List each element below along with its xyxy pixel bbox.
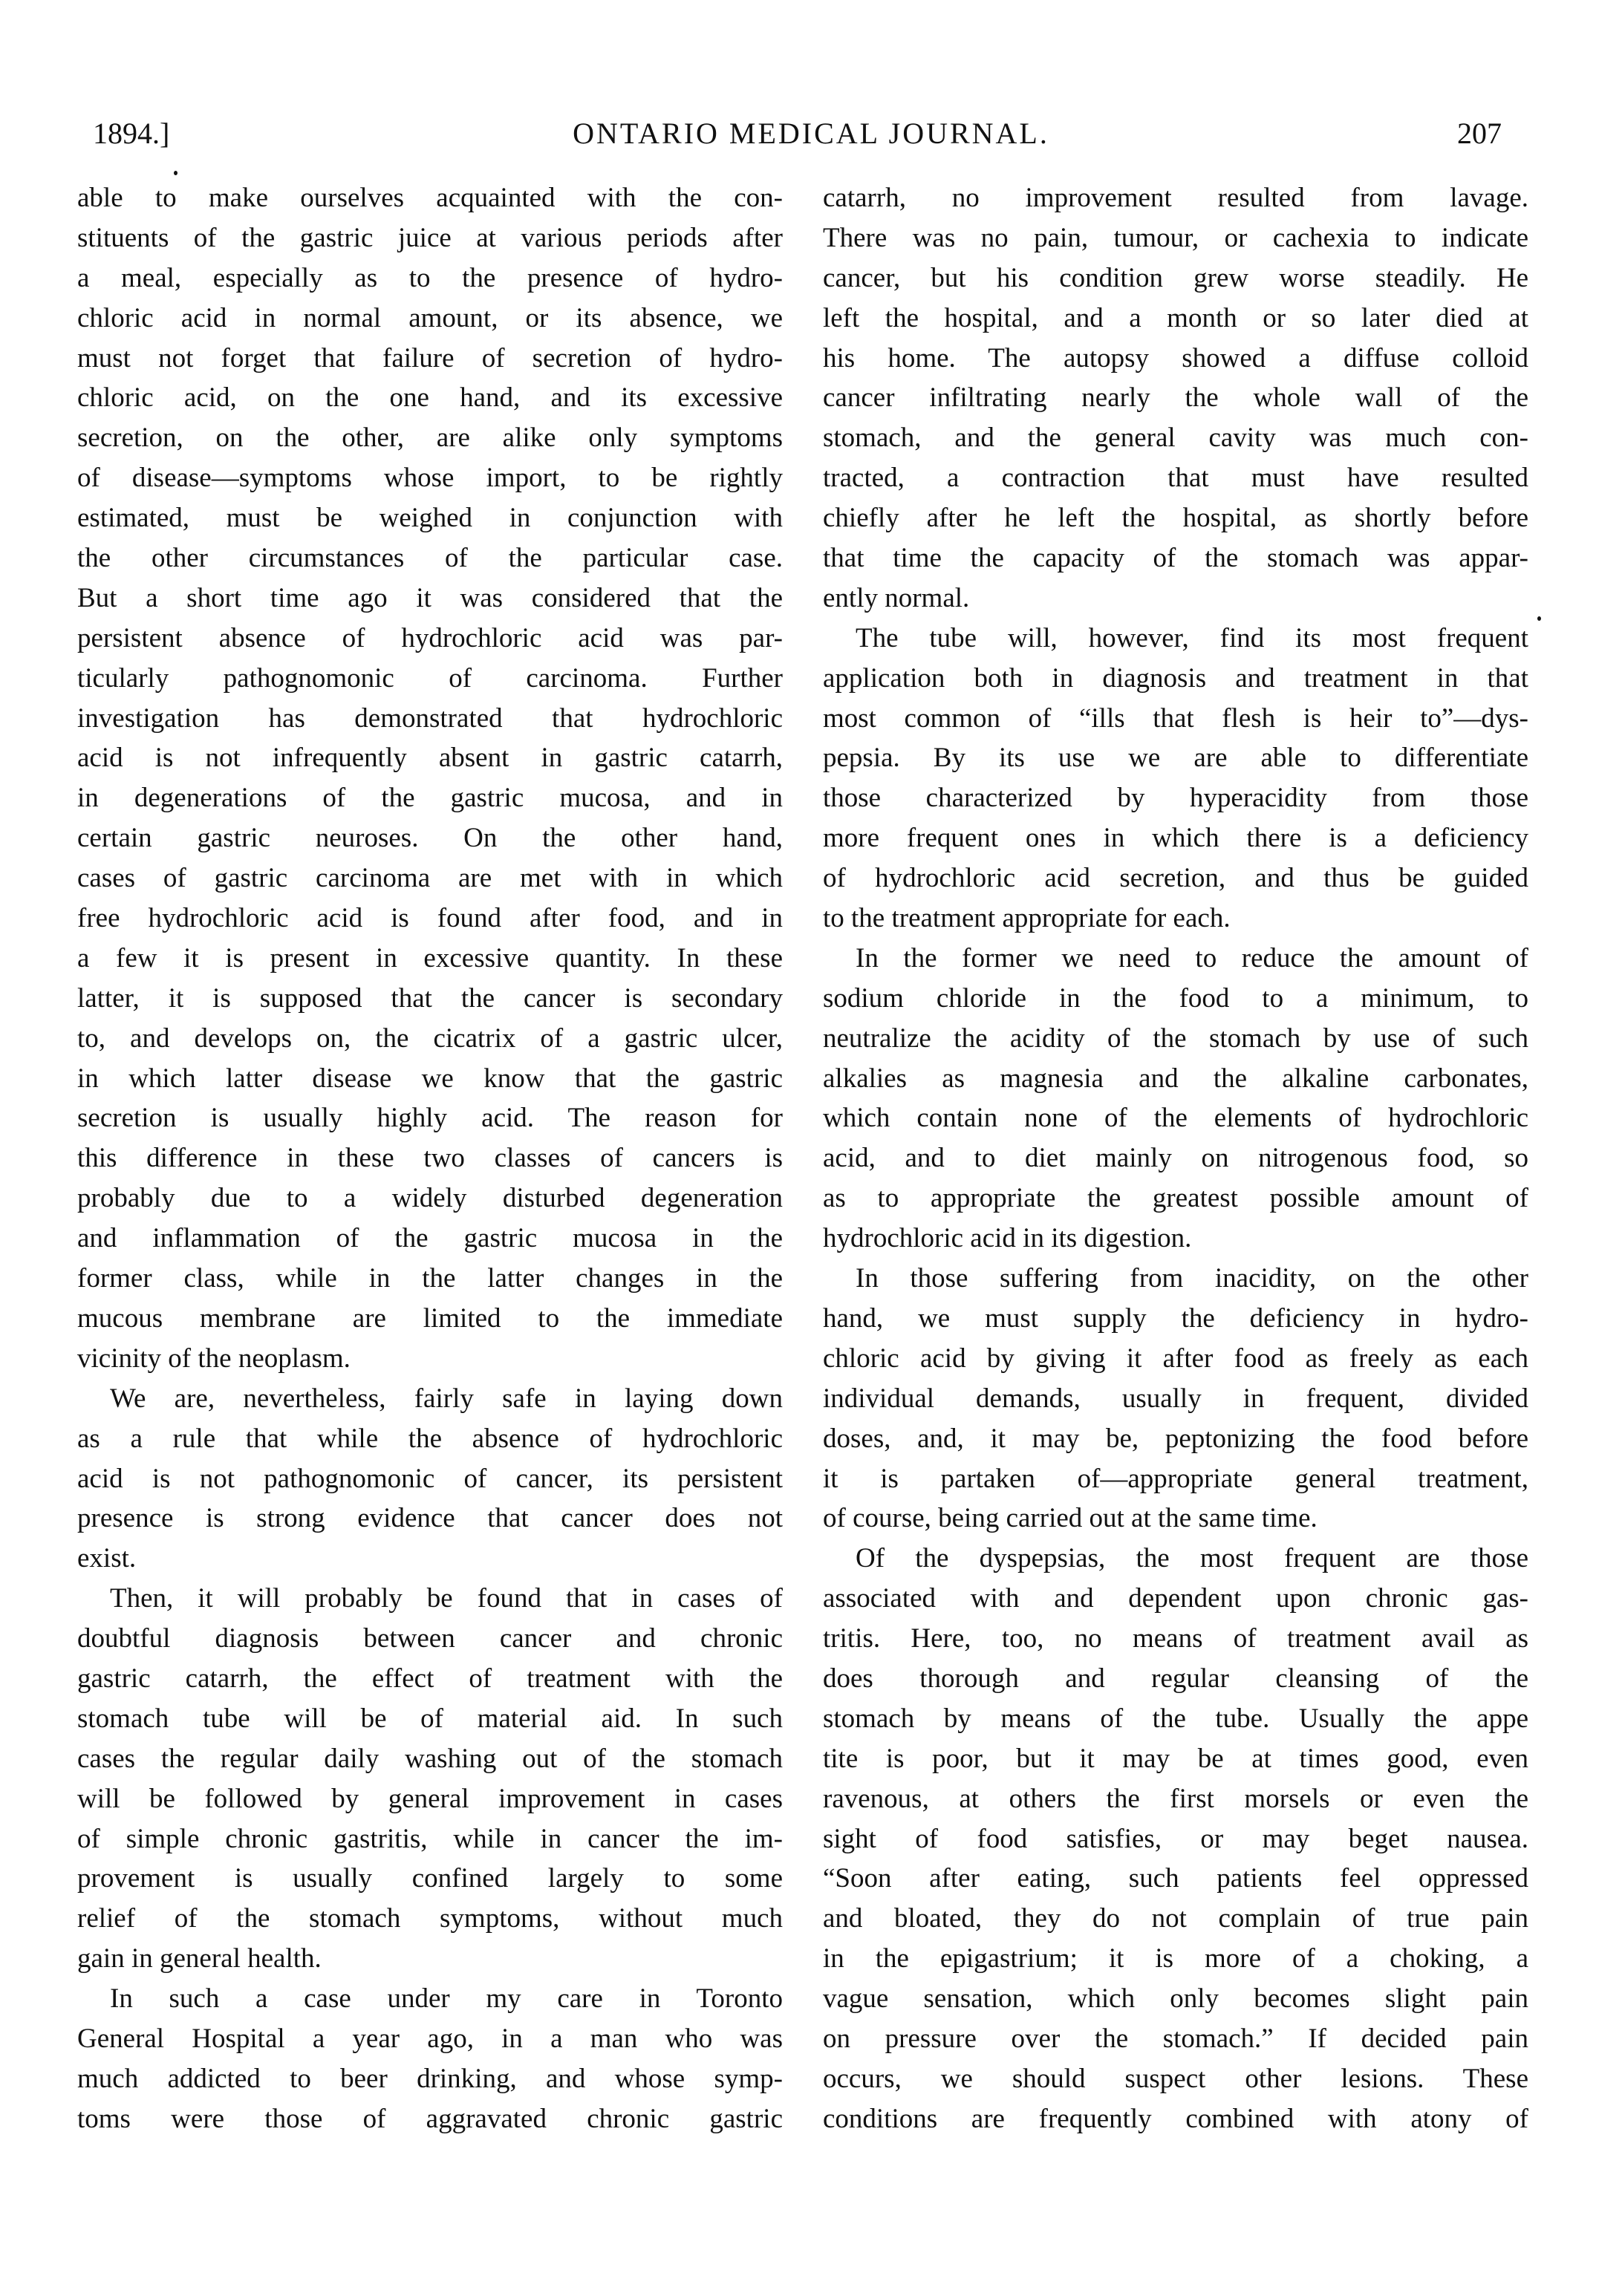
text-line: much addicted to beer drinking, and whose symp- — [77, 2063, 783, 2094]
text-line: that time the capacity of the stomach was appar- — [823, 543, 1528, 574]
text-line: estimated, must be weighed in conjunction with — [77, 503, 783, 534]
text-line: chloric acid by giving it after food as freely as each — [823, 1343, 1528, 1374]
text-line: We are, nevertheless, fairly safe in laying down — [110, 1383, 783, 1414]
text-line: cancer, but his condition grew worse steadily. He — [823, 262, 1528, 293]
text-line: and bloated, they do not complain of true pain — [823, 1903, 1528, 1934]
text-line: most common of “ills that flesh is heir to”—dys- — [823, 702, 1528, 734]
text-line: vicinity of the neoplasm. — [77, 1343, 351, 1374]
running-head-year: 1894.] — [93, 117, 170, 150]
print-speck — [174, 171, 177, 175]
text-line: pepsia. By its use we are able to differentiate — [823, 743, 1528, 774]
text-line: General Hospital a year ago, in a man who was — [77, 2023, 783, 2054]
text-line: must not forget that failure of secretion of hydro- — [77, 342, 783, 374]
text-line: on pressure over the stomach.” If decided pain — [823, 2023, 1528, 2054]
text-line: stituents of the gastric juice at various periods after — [77, 222, 783, 253]
text-line: sight of food satisfies, or may beget nausea. — [823, 1823, 1528, 1854]
text-line: in the epigastrium; it is more of a choking, a — [823, 1943, 1528, 1974]
text-line: relief of the stomach symptoms, without much — [77, 1903, 783, 1934]
text-line: which contain none of the elements of hydrochloric — [823, 1103, 1528, 1134]
text-line: Of the dyspepsias, the most frequent are those — [856, 1543, 1528, 1574]
text-line: conditions are frequently combined with atony of — [823, 2103, 1528, 2134]
text-line: of disease—symptoms whose import, to be rightly — [77, 463, 783, 494]
text-line: vague sensation, which only becomes slight pain — [823, 1983, 1528, 2015]
text-line: in degenerations of the gastric mucosa, and in — [77, 783, 783, 814]
text-line: left the hospital, and a month or so later died at — [823, 302, 1528, 333]
text-line: sodium chloride in the food to a minimum, to — [823, 982, 1528, 1014]
text-line: chloric acid in normal amount, or its absence, we — [77, 302, 783, 333]
text-line: chloric acid, on the one hand, and its excessive — [77, 382, 783, 414]
text-line: as a rule that while the absence of hydrochloric — [77, 1423, 783, 1454]
text-line: latter, it is supposed that the cancer is secondary — [77, 982, 783, 1014]
text-line: more frequent ones in which there is a deficiency — [823, 823, 1528, 854]
text-line: hand, we must supply the deficiency in hydro- — [823, 1302, 1528, 1334]
text-line: in which latter disease we know that the gastric — [77, 1063, 783, 1094]
text-line: ently normal. — [823, 582, 970, 613]
text-line: those characterized by hyperacidity from those — [823, 783, 1528, 814]
text-line: able to make ourselves acquainted with the con- — [77, 183, 783, 213]
text-line: acid is not pathognomonic of cancer, its persistent — [77, 1463, 783, 1494]
text-line: “Soon after eating, such patients feel oppressed — [823, 1863, 1528, 1894]
text-line: this difference in these two classes of cancers is — [77, 1143, 783, 1174]
text-line: tritis. Here, too, no means of treatment avail as — [823, 1623, 1528, 1654]
text-line: does thorough and regular cleansing of the — [823, 1663, 1528, 1694]
text-line: acid, and to diet mainly on nitrogenous food, so — [823, 1143, 1528, 1174]
text-line: provement is usually confined largely to some — [77, 1863, 783, 1894]
text-line: In such a case under my care in Toronto — [110, 1983, 783, 2015]
text-line: cases of gastric carcinoma are met with in which — [77, 863, 783, 894]
text-line: of hydrochloric acid secretion, and thus be guided — [823, 863, 1528, 894]
text-line: mucous membrane are limited to the immediate — [77, 1302, 783, 1334]
text-line: to, and develops on, the cicatrix of a gastric ulcer, — [77, 1023, 783, 1054]
text-line: investigation has demonstrated that hydrochloric — [77, 702, 783, 734]
text-line: exist. — [77, 1543, 137, 1574]
text-line: neutralize the acidity of the stomach by use of such — [823, 1023, 1528, 1054]
text-line: of simple chronic gastritis, while in cancer the im- — [77, 1823, 783, 1854]
text-line: a meal, especially as to the presence of hydro- — [77, 262, 783, 293]
text-line: gain in general health. — [77, 1943, 322, 1974]
text-line: doubtful diagnosis between cancer and chronic — [77, 1623, 783, 1654]
text-line: former class, while in the latter changes in the — [77, 1263, 783, 1294]
left-column — [77, 178, 783, 2139]
text-line: catarrh, no improvement resulted from lavage. — [823, 183, 1528, 213]
text-line: secretion is usually highly acid. The reason for — [77, 1103, 783, 1134]
text-line: tracted, a contraction that must have resulted — [823, 463, 1528, 494]
text-line: will be followed by general improvement in cases — [77, 1783, 783, 1814]
text-line: as to appropriate the greatest possible amount of — [823, 1183, 1528, 1214]
text-line: But a short time ago it was considered that the — [77, 582, 783, 613]
text-line: gastric catarrh, the effect of treatment with the — [77, 1663, 783, 1694]
text-line: free hydrochloric acid is found after food, and in — [77, 903, 783, 934]
journal-title: ONTARIO MEDICAL JOURNAL. — [573, 117, 1049, 150]
text-line: of course, being carried out at the same time. — [823, 1503, 1318, 1534]
text-line: certain gastric neuroses. On the other hand, — [77, 823, 783, 854]
text-line: and inflammation of the gastric mucosa in the — [77, 1223, 783, 1254]
text-line: the other circumstances of the particular case. — [77, 543, 783, 574]
text-line: chiefly after he left the hospital, as shortly before — [823, 503, 1528, 534]
text-line: persistent absence of hydrochloric acid was par- — [77, 622, 783, 653]
text-line: to the treatment appropriate for each. — [823, 903, 1231, 934]
running-head — [0, 113, 1622, 157]
text-line: cancer infiltrating nearly the whole wall of the — [823, 382, 1528, 414]
page-number: 207 — [1457, 117, 1502, 150]
text-line: application both in diagnosis and treatment in that — [823, 662, 1528, 694]
text-line: stomach tube will be of material aid. In such — [77, 1703, 783, 1734]
right-column — [823, 178, 1528, 2139]
text-line: There was no pain, tumour, or cachexia to indicate — [823, 222, 1528, 253]
text-line: tite is poor, but it may be at times good, even — [823, 1743, 1528, 1774]
text-line: it is partaken of—appropriate general treatment, — [823, 1463, 1528, 1494]
text-line: occurs, we should suspect other lesions. These — [823, 2063, 1528, 2094]
text-line: hydrochloric acid in its digestion. — [823, 1223, 1192, 1254]
text-line: In the former we need to reduce the amount of — [856, 942, 1528, 973]
text-line: stomach, and the general cavity was much con- — [823, 423, 1528, 454]
text-line: ravenous, at others the first morsels or even the — [823, 1783, 1528, 1814]
text-line: his home. The autopsy showed a diffuse colloid — [823, 342, 1528, 374]
text-line: presence is strong evidence that cancer does not — [77, 1503, 783, 1534]
text-line: stomach by means of the tube. Usually the appe — [823, 1703, 1528, 1734]
text-line: toms were those of aggravated chronic gastric — [77, 2103, 783, 2134]
text-line: acid is not infrequently absent in gastric catarrh, — [77, 743, 783, 774]
text-line: ticularly pathognomonic of carcinoma. Further — [77, 662, 783, 694]
text-line: a few it is present in excessive quantity. In these — [77, 942, 783, 973]
text-line: associated with and dependent upon chronic gas- — [823, 1583, 1528, 1614]
print-speck — [1537, 616, 1541, 621]
text-line: cases the regular daily washing out of the stomach — [77, 1743, 783, 1774]
text-line: In those suffering from inacidity, on the other — [856, 1263, 1528, 1294]
text-line: individual demands, usually in frequent, divided — [823, 1383, 1528, 1414]
text-line: Then, it will probably be found that in cases of — [110, 1583, 783, 1614]
text-line: alkalies as magnesia and the alkaline carbonates, — [823, 1063, 1528, 1094]
text-line: secretion, on the other, are alike only symptoms — [77, 423, 783, 454]
text-line: doses, and, it may be, peptonizing the food before — [823, 1423, 1528, 1454]
text-line: probably due to a widely disturbed degeneration — [77, 1183, 783, 1214]
text-line: The tube will, however, find its most frequent — [856, 622, 1528, 653]
